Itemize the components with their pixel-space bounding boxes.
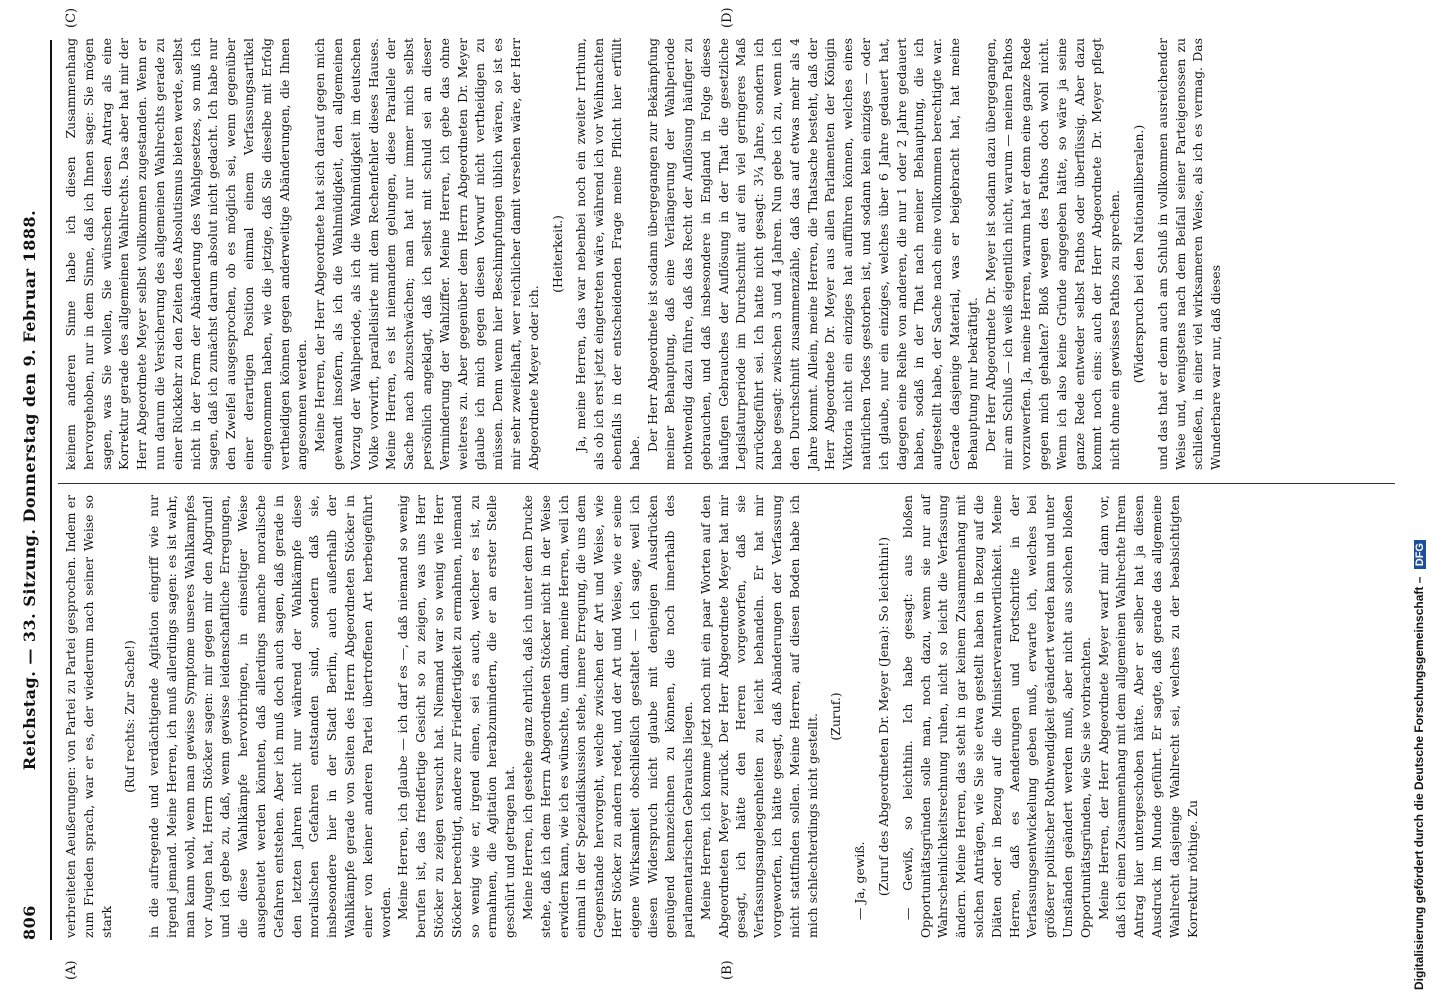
interjection: (Zuruf.) <box>828 692 844 741</box>
page-number: 806 <box>20 905 39 940</box>
margin-mark-c: (C) <box>64 7 79 28</box>
paragraph: und das that er denn auch am Schluß in vollkommen ausreichender Weise und, wenigstens nach dem Beifall seiner Parteigenossen zu schließen, in einer viel wirksameren Weise, als ich es vermag. Das Wunderbare war nur, daß dieses <box>1154 38 1224 470</box>
paragraph: Meine Herren, ich gestehe ganz ehrlich, daß ich unter dem Drucke stehe, daß ich dem Herrn Abgeordneten Stöcker nicht in der Weise erwidern kann, wie ich es wünschte, um dann, meine Herren, weil ich einmal in der Spezialdiskussion stehe, innere Erregung, die uns dem Gegenstande hervorgeht, welche zwischen der Art und Weise, wie Herr Stöcker zu andern redet, und der Art und Weise, wie er seine eigene Wirksamkeit obschließlich gestaltet — ich sage, weil ich diesen Widerspruch nicht glaube mit denjenigen Ausdrücken genügend kennzeichnen zu können, die noch innerhalb des parlamentarischen Gebrauchs liegen. <box>519 495 696 938</box>
interjection: (Ruf rechts: Zur Sache!) <box>122 640 138 793</box>
dfg-logo: DFG <box>1414 540 1426 569</box>
paragraph: keinem anderen Sinne habe ich diesen Zusammenhang hervorgehoben, nur in dem Sinne, daß ich Ihnen sage: Sie mögen sagen, was Sie wollen, Sie wünschen diesen Antrag als eine Korrektur gerade des allgemeinen Wahlrechts. Das aber hat mir der Herr Abgeordnete Meyer selbst vollkommen zugestanden. Wenn er nun darum die Versicherung des allgemeinen Wahlrechts gerade zu einer Rückkehr zu den Zeiten des Absolutismus bieten werde, selbst nicht in der Form der Abänderung des Wahlgesetzes, so muß ich sagen, daß ich zunächst darum absolut nicht gedacht. Ich habe nur den Zweifel ausgesprochen, ob es möglich sei, wenn gegenüber einer derartigen Position einmal einem Verfassungsartikel eingenommen haben, wie die jetzige, daß Sie dieselbe mit Erfolg vertheidigen können gegen anderweitige Abänderungen, die Ihnen angesonnen werden. <box>63 38 310 470</box>
paragraph: — Gewiß, so leichthin. Ich habe gesagt: aus bloßen Opportunitätsgründen solle man, noch dazu, wenn sie nur auf Wahrscheinlichkeitsrechnung ruhen, nicht so leicht die Verfassung ändern. Meine Herren, das steht in gar keinem Zusammenhang mit solchen Anträgen, wie Sie sie etwa gestellt haben in Bezug auf die Diäten oder in Bezug auf die Ministerverantwortlichkeit. Meine Herren, daß es Aenderungen und Fortschritte in der Verfassungsentwickelung geben muß, erwarte ich, welches bei größerer politischer Rothwendigkeit geändert werden kann und unter Umständen geändert werden muß, aber nicht aus solchen bloßen Opportunitätsgründen, wie Sie sie vorbrachten. <box>899 495 1093 938</box>
running-header <box>18 40 52 940</box>
credit-text: Digitalisierung gefördert durch die Deutsche Forschungsgemeinschaft – <box>1412 576 1426 990</box>
paragraph: Meine Herren, ich komme jetzt noch mit ein paar Worten auf den Abgeordneten Meyer zurück. Der Herr Abgeordnete Meyer hat mir gesagt, ich hätte den Herren vorgeworfen, daß sie Verfassungsangelegenheiten zu leicht behandeln. Er hat mir vorgeworfen, ich hätte gesagt, daß Abänderungen der Verfassung nicht stattfinden sollen. Meine Herren, auf diesen Boden habe ich mich schlechterdings nicht gestellt. <box>697 495 820 938</box>
left-column <box>62 495 1201 938</box>
margin-mark-a: (A) <box>64 960 79 980</box>
interjection: (Widerspruch bei den Nationalliberalen.) <box>1131 124 1147 384</box>
paragraph: in die aufregende und verdächtigende Agitation eingriff wie nur irgend jemand. Meine Herren, ich muß allerdings sagen: es ist wahr, man kann wohl, wenn man gewisse Symptome unseres Wahlkampfes vor Augen hat, Herrn Stöcker sagen: mir gegen mir den Abgrund! und ich gebe zu, daß, wenn gewisse leidenschaftliche Erregungen, die diese Wahlkämpfe hervorbringen, in einseitiger Weise ausgebeutet werden könnten, daß allerdings manche moralische Gefahren entstehen. Aber ich muß doch auch sagen, daß gerade in den letzten Jahren nicht nur während der Wahlkämpfe diese moralischen Gefahren entstanden sind, sondern daß sie, insbesondere hier in der Stadt Berlin, auch außerhalb der Wahlkämpfe gerade von Seiten des Herrn Abgeordneten Stöcker in einer von keiner anderen Partei übertroffenen Art herbeigeführt worden. <box>146 495 393 938</box>
paragraph: verbreiteten Aeußerungen: von Partei zu Partei gesprochen. Indem er zum Frieden sprach, war er es, der wiederum nach seiner Weise so stark <box>63 495 114 938</box>
margin-mark-b: (B) <box>720 960 735 980</box>
paragraph: Ja, meine Herren, das war nebenbei noch ein zweiter Irrthum, als ob ich erst jetzt eingetreten wäre, während ich vor Weihnachten ebenfalls in der entscheidenden Frage meine Pflicht hier erfüllt habe. <box>573 38 642 470</box>
paragraph: Meine Herren, ich glaube — ich darf es —, daß niemand so wenig berufen ist, das friedfertige Gesicht so zu zeigen, was uns Herr Stöcker zu zeigen versucht hat. Niemand war so wenig wie Herr Stöcker berechtigt, andere zur Friedfertigkeit zu ermahnen, niemand so wenig wie er, irgend einen, sei es auch, welcher es ist, zu ermahnen, die Agitation herabzumindern, die er an erster Stelle geschürt und getragen hat. <box>395 495 518 938</box>
session-title: Reichstag. — 33. Sitzung. Donnerstag den 9. Februar 1888. <box>20 209 39 771</box>
column-divider <box>58 483 1395 484</box>
paragraph: Meine Herren, der Herr Abgeordnete hat sich darauf gegen mich gewandt insofern, als ich die Wahlmüdigkeit, den allgemeinen Vorzug der Wahlperiode, als ich die Wahlmüdigkeit im deutschen Volke vorwirft, parallelisirte mit dem Rechenfehler dieses Hauses. Meine Herren, es ist niemandem gelungen, diese Parallele der Sache nach abzuschwächen; man hat nur immer mich selbst persönlich angeklagt, daß ich selbst mit schuld sei an dieser Verminderung der Wahlziffer. Meine Herren, ich gebe das ohne weiteres zu. Aber gegenüber dem Herrn Abgeordneten Dr. Meyer glaube ich mich gegen diesen Vorwurf nicht vertheidigen zu müssen. Denn wenn hier Beschimpfungen üblich wären, so ist es mir sehr zweifelhaft, wer reichlicher damit versehen wäre, der Herr Abgeordnete Meyer oder ich. <box>312 38 541 470</box>
interjection: (Heiterkeit.) <box>549 215 565 293</box>
header-rule <box>50 40 52 940</box>
interjection: (Zuruf des Abgeordneten Dr. Meyer (Jena): So leichthin!) <box>876 536 892 897</box>
paragraph: Meine Herren, der Herr Abgeordnete Meyer warf mir dann vor, daß ich einen Zusammenhang mit dem allgemeinen Wahlrechte Ihrem Antrag hier untergeschoben hätte. Aber er selber hat ja diesen Ausdruck im Munde geführt. Er sagte, daß gerade das allgemeine Wahlrecht dasjenige Wahlrecht sei, welches zu der beabsichtigten Korrektur nöthige. Zu <box>1095 495 1200 938</box>
paragraph: Der Herr Abgeordnete Dr. Meyer ist sodann dazu übergegangen, mir am Schluß — ich weiß eigentlich nicht, warum — meinen Pathos vorzuwerfen. Ja, meine Herren, warum hat er denn eine ganze Rede gegen mich gehalten? Bloß wegen des Pathos doch wohl nicht. Wenn ich also keine Gründe angegeben hätte, so wäre ja seine ganze Rede entweder selbst Pathos oder überflüssig. Aber dazu kommt noch eins: auch der Herr Abgeordnete Dr. Meyer pflegt nicht ohne ein gewisses Pathos zu sprechen. <box>982 38 1123 470</box>
margin-mark-d: (D) <box>720 7 735 28</box>
right-column <box>62 38 1225 470</box>
paragraph: Der Herr Abgeordnete ist sodann übergegangen zur Bekämpfung meiner Behauptung, daß eine Verlängerung der Wahlperiode nothwendig dazu führe, daß das Recht der Auflösung häufiger zu gebrauchen, und daß insbesondere in England in Folge dieses häufigen Gebrauches der Auflösung in der That die gesetzliche Legislaturperiode im Durchschnitt auf ein viel geringeres Maß zurückgeführt sei. Ich hatte nicht gesagt: 3¼ Jahre, sondern ich habe gesagt: zwischen 3 und 4 Jahren. Nun gebe ich zu, wenn ich den Durchschnitt zusammenzähle, daß das auf etwas mehr als 4 Jahre kommt. Allein, meine Herren, die Thatsache besteht, daß der Herr Abgeordnete Dr. Meyer aus allen Parlamenten der Königin Viktoria nicht ein einziges hat aufführen können, welches eines natürlichen Todes gestorben ist, und sodann kein einziges — oder ich glaube, nur ein einziges, welches über 6 Jahre gedauert hat, dagegen eine Reihe von anderen, die nur 1 oder 2 Jahre gedauert haben, sodaß in der That nach meiner Behauptung, die ich aufgestellt habe, der Sache nach eine vollkommen berechtigte war. Gerade dasjenige Material, was er beigebracht hat, hat meine Behauptung nur bekräftigt. <box>644 38 980 470</box>
digitization-credit <box>1412 540 1426 990</box>
paragraph: — Ja, gewiß. <box>852 841 868 920</box>
